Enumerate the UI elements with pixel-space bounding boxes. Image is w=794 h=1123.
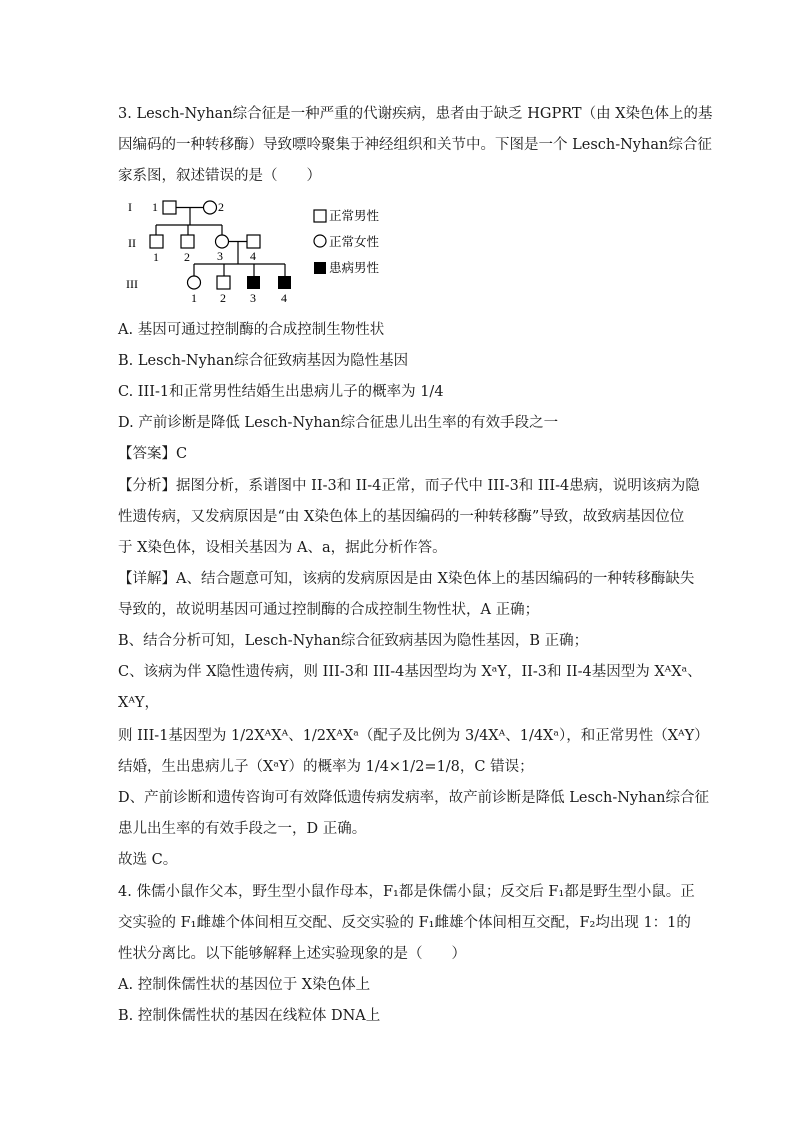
legend-normal-male: 正常男性 <box>329 209 380 223</box>
ii-1-label: 1 <box>153 250 159 264</box>
i-2-normal-female <box>204 201 217 214</box>
iii-2-label: 2 <box>220 291 226 305</box>
legend-normal-female: 正常女性 <box>329 235 380 249</box>
q3-detail-line-2: 导致的，故说明基因可通过控制酶的合成控制生物性状，A 正确； <box>118 602 540 618</box>
q4-stem-line-3: 性状分离比。以下能够解释上述实验现象的是（ ） <box>118 946 466 962</box>
ii-4-normal-male <box>247 235 260 248</box>
iii-1-label: 1 <box>191 291 197 305</box>
ii-2-label: 2 <box>184 250 190 264</box>
q3-option-c: C. III-1和正常男性结婚生出患病儿子的概率为 1/4 <box>118 384 444 400</box>
q3-analysis-line-3: 于 X染色体，设相关基因为 A、a，据此分析作答。 <box>118 540 447 556</box>
iii-2-normal-male <box>217 276 230 289</box>
q3-detail-line-7: 结婚，生出患病儿子（XᵃY）的概率为 1/4×1/2=1/8，C 错误； <box>118 759 534 775</box>
pedigree-chart <box>118 192 418 310</box>
q4-stem-line-2: 交实验的 F₁雌雄个体间相互交配、反交实验的 F₁雌雄个体间相互交配，F₂均出现 1：1的 <box>118 915 691 931</box>
legend-normal-male-icon <box>314 210 326 222</box>
iii-4-label: 4 <box>281 291 287 305</box>
generation-label-2: II <box>128 236 136 250</box>
q3-analysis-line-1: 【分析】据图分析，系谱图中 II-3和 II-4正常，而子代中 III-3和 III-4患病，说明该病为隐 <box>118 478 700 494</box>
q3-detail-line-1: 【详解】A、结合题意可知，该病的发病原因是由 X染色体上的基因编码的一种转移酶缺失 <box>118 571 695 587</box>
q3-detail-line-8: D、产前诊断和遗传咨询可有效降低遗传病发病率，故产前诊断是降低 Lesch-Nyhan综合征 <box>118 790 709 806</box>
q3-stem-line-2: 因编码的一种转移酶）导致嘌呤聚集于神经组织和关节中。下图是一个 Lesch-Nyhan综合征 <box>118 137 712 153</box>
generation-label-1: I <box>128 200 132 214</box>
q3-answer: 【答案】C <box>118 446 188 462</box>
ii-2-normal-male <box>181 235 194 248</box>
q3-analysis-line-2: 性遗传病，又发病原因是“由 X染色体上的基因编码的一种转移酶”导致，故致病基因位位 <box>118 509 685 525</box>
q3-option-a: A. 基因可通过控制酶的合成控制生物性状 <box>118 322 385 338</box>
q3-stem-line-1: 3. Lesch-Nyhan综合征是一种严重的代谢疾病，患者由于缺乏 HGPRT（由 X染色体上的基 <box>118 106 713 122</box>
legend-normal-female-icon <box>314 235 326 247</box>
q3-option-b: B. Lesch-Nyhan综合征致病基因为隐性基因 <box>118 353 409 369</box>
q4-stem-line-1: 4. 侏儒小鼠作父本，野生型小鼠作母本，F₁都是侏儒小鼠；反交后 F₁都是野生型小鼠。正 <box>118 884 695 900</box>
iii-3-label: 3 <box>250 291 256 305</box>
q3-option-d: D. 产前诊断是降低 Lesch-Nyhan综合征患儿出生率的有效手段之一 <box>118 415 559 431</box>
q3-detail-line-4: C、该病为伴 X隐性遗传病，则 III-3和 III-4基因型均为 XᵃY，II-3和 II-4基因型为 XᴬXᵃ、 <box>118 664 702 680</box>
legend-affected-male-icon <box>314 262 326 274</box>
q3-detail-line-10: 故选 C。 <box>118 852 178 868</box>
q4-option-b: B. 控制侏儒性状的基因在线粒体 DNA上 <box>118 1008 381 1024</box>
legend-affected-male: 患病男性 <box>329 261 380 275</box>
q3-detail-line-9: 患儿出生率的有效手段之一，D 正确。 <box>118 821 367 837</box>
ii-3-normal-female <box>216 235 229 248</box>
ii-4-label: 4 <box>250 249 256 263</box>
iii-1-normal-female <box>188 276 201 289</box>
q3-detail-line-5: XᴬY， <box>118 695 159 711</box>
q3-stem-line-3: 家系图，叙述错误的是（ ） <box>118 168 321 184</box>
ii-3-label: 3 <box>217 249 223 263</box>
generation-label-3: III <box>126 277 138 291</box>
iii-3-affected-male <box>247 276 260 289</box>
q3-detail-line-6: 则 III-1基因型为 1/2XᴬXᴬ、1/2XᴬXᵃ（配子及比例为 3/4Xᴬ、1/4Xᵃ），和正常男性（XᴬY） <box>118 728 709 744</box>
q3-detail-line-3: B、结合分析可知，Lesch-Nyhan综合征致病基因为隐性基因，B 正确； <box>118 633 589 649</box>
q4-option-a: A. 控制侏儒性状的基因位于 X染色体上 <box>118 977 371 993</box>
iii-4-affected-male <box>278 276 291 289</box>
i-2-label: 2 <box>218 200 224 214</box>
i-1-label: 1 <box>152 200 158 214</box>
ii-1-normal-male <box>150 235 163 248</box>
i-1-normal-male <box>163 201 176 214</box>
